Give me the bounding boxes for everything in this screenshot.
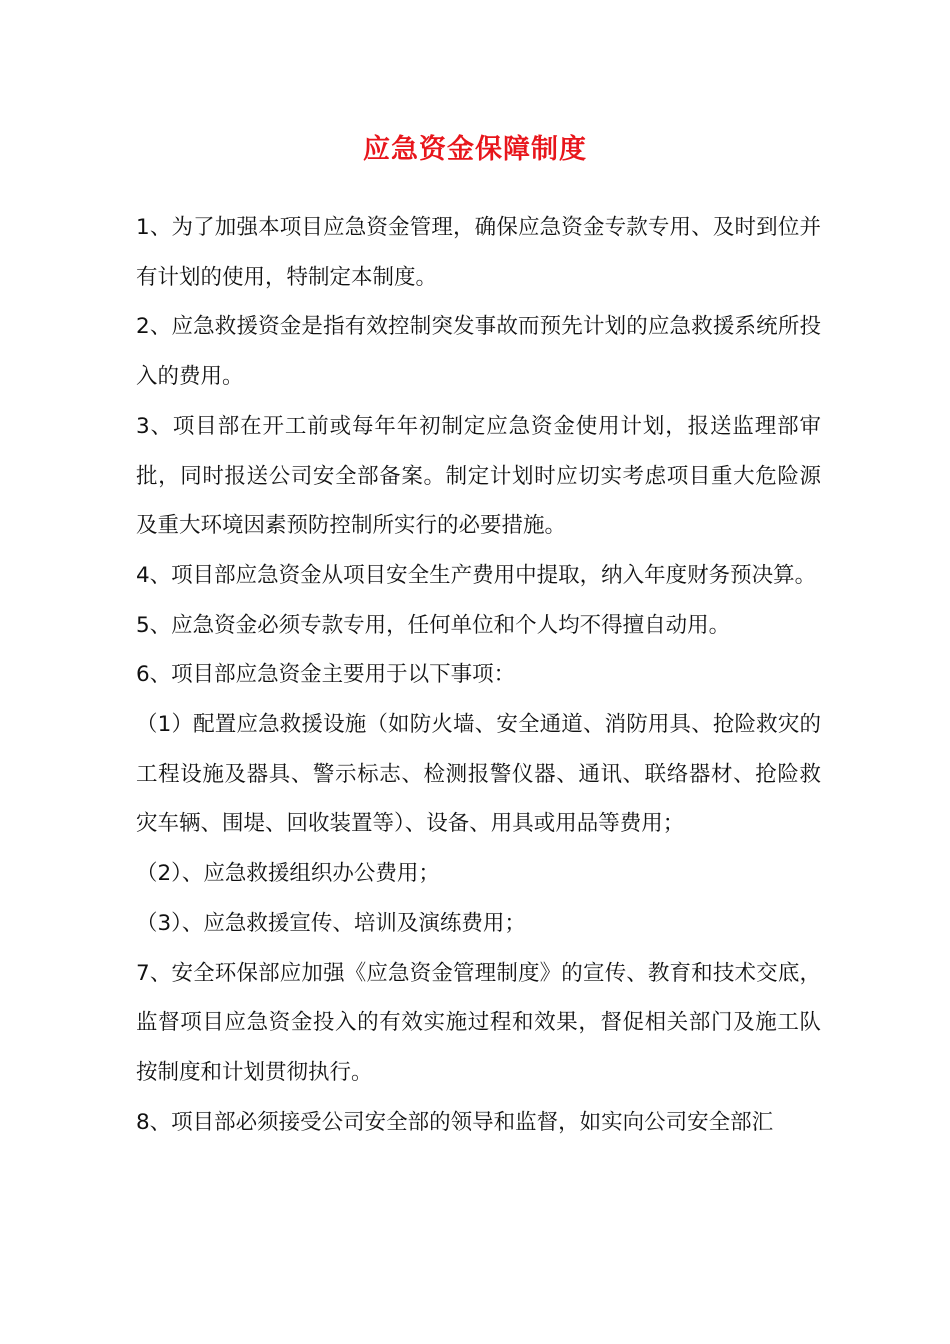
sub-item-1: （1）配置应急救援设施（如防火墙、安全通道、消防用具、抢险救灾的工程设施及器具、警示标志、检测报警仪器、通讯、联络器材、抢险救灾车辆、围堤、回收装置等）、设备、用具或用品等费用；: [136, 712, 821, 837]
paragraph-6: 6、项目部应急资金主要用于以下事项：: [136, 662, 516, 688]
paragraph-1: 1、为了加强本项目应急资金管理，确保应急资金专款专用、及时到位并有计划的使用，特制定本制度。: [136, 215, 821, 290]
paragraph-3: 3、项目部在开工前或每年年初制定应急资金使用计划，报送监理部审批，同时报送公司安全部备案。制定计划时应切实考虑项目重大危险源及重大环境因素预防控制所实行的必要措施。: [136, 413, 821, 539]
paragraph-5: 5、应急资金必须专款专用，任何单位和个人均不得擅自动用。: [136, 612, 731, 638]
paragraph-4: 4、项目部应急资金从项目安全生产费用中提取，纳入年度财务预决算。: [136, 562, 817, 588]
sub-item-2: （2）、应急救援组织办公费用；: [136, 861, 440, 887]
document-title: 应急资金保障制度: [363, 134, 587, 165]
paragraph-7: 7、安全环保部应加强《应急资金管理制度》的宣传、教育和技术交底，监督项目应急资金投入的有效实施过程和效果，督促相关部门及施工队按制度和计划贯彻执行。: [136, 960, 821, 1085]
paragraph-2: 2、应急救援资金是指有效控制突发事故而预先计划的应急救援系统所投入的费用。: [136, 314, 821, 390]
sub-item-3: （3）、应急救援宣传、培训及演练费用；: [136, 910, 526, 936]
paragraph-8: 8、项目部必须接受公司安全部的领导和监督，如实向公司安全部汇: [136, 1109, 774, 1135]
document-body: [136, 203, 821, 1147]
